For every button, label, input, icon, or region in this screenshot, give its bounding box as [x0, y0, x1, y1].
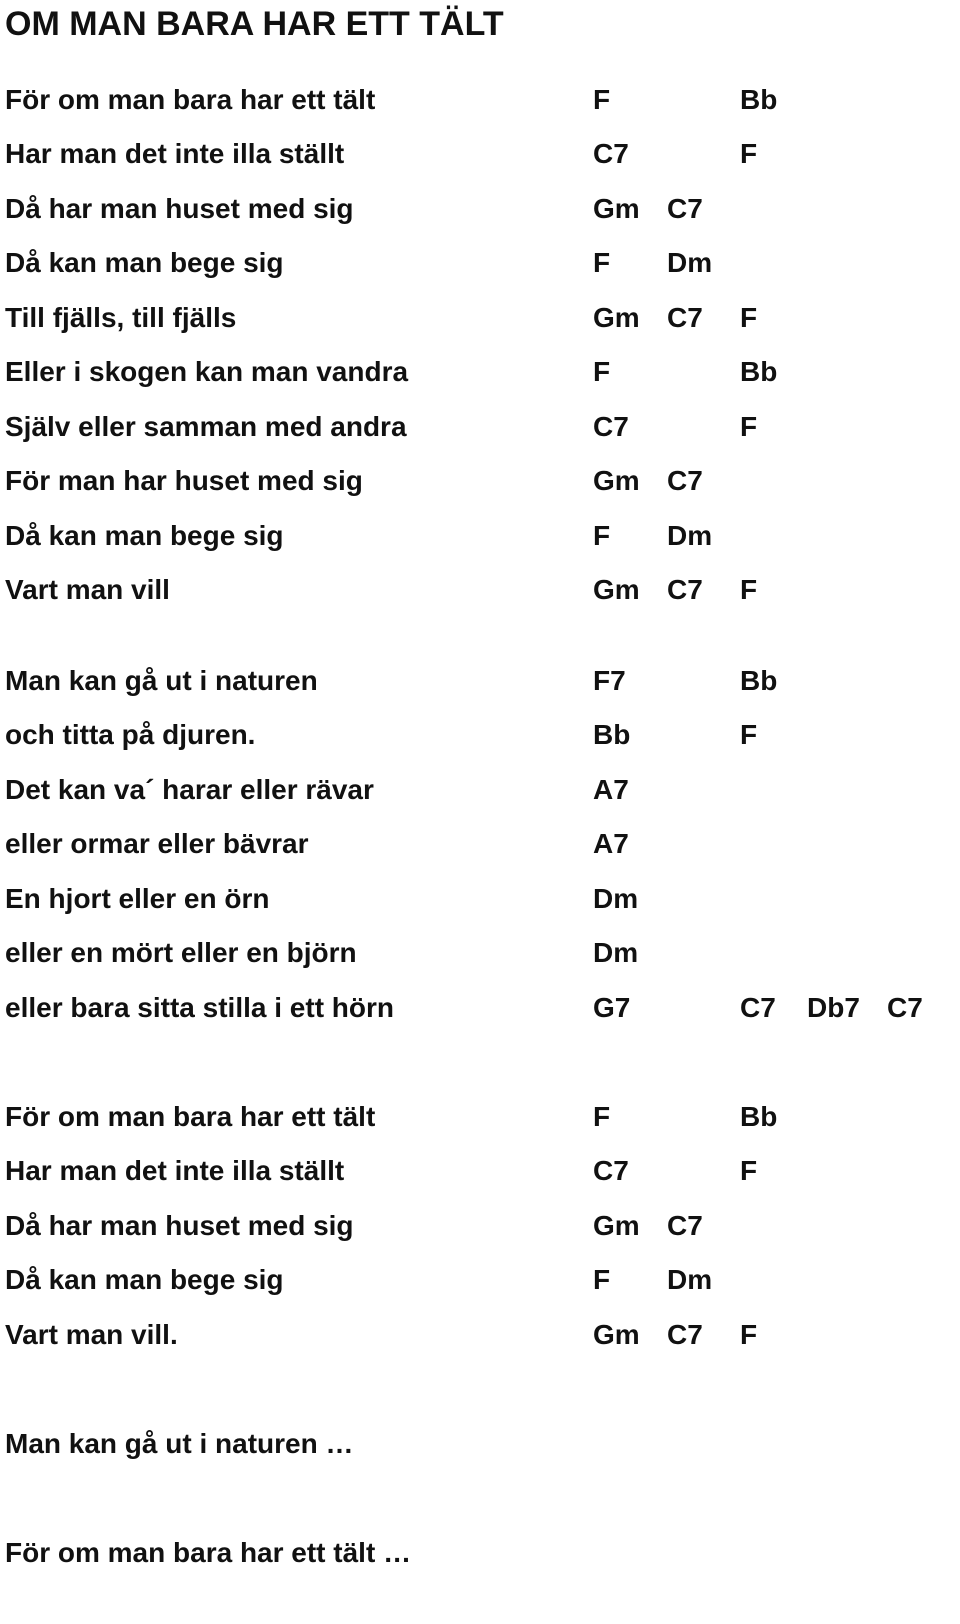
- lyric-text: Själv eller samman med andra: [5, 411, 407, 442]
- song-line: [0, 933, 960, 973]
- song-line: [0, 824, 960, 864]
- chord-label: C7: [887, 992, 923, 1023]
- lyric-text: Eller i skogen kan man vandra: [5, 356, 409, 387]
- chord-label: F: [740, 411, 758, 442]
- chord-label: C7: [667, 465, 703, 496]
- lyric-text: Man kan gå ut i naturen: [5, 665, 318, 696]
- lyric-text: Då har man huset med sig: [5, 193, 354, 224]
- lyric-text: För om man bara har ett tält: [5, 84, 376, 115]
- lyric-text: Vart man vill: [5, 574, 170, 605]
- chord-label: F: [740, 1155, 758, 1186]
- chord-label: C7: [593, 411, 629, 442]
- lyric-text: Vart man vill.: [5, 1319, 178, 1350]
- chord-label: Gm: [593, 302, 640, 333]
- lyric-text: För man har huset med sig: [5, 465, 363, 496]
- song-line: [0, 1206, 960, 1246]
- lyric-text: För om man bara har ett tält …: [5, 1537, 412, 1568]
- song-line: [0, 715, 960, 755]
- chord-label: Bb: [740, 356, 778, 387]
- lyric-text: Man kan gå ut i naturen …: [5, 1428, 354, 1459]
- chord-label: F: [740, 574, 758, 605]
- chord-label: F: [740, 1319, 758, 1350]
- chord-label: Dm: [593, 883, 639, 914]
- song-line: [0, 988, 960, 1028]
- chord-label: Dm: [667, 520, 713, 551]
- song-line: [0, 80, 960, 120]
- song-line: [0, 298, 960, 338]
- chord-label: F: [593, 247, 611, 278]
- lyric-text: Det kan va´ harar eller rävar: [5, 774, 374, 805]
- chord-label: F: [740, 302, 758, 333]
- chord-label: C7: [667, 1210, 703, 1241]
- chord-label: G7: [593, 992, 631, 1023]
- chord-label: C7: [593, 1155, 629, 1186]
- chord-label: Bb: [593, 719, 631, 750]
- song-title: OM MAN BARA HAR ETT TÄLT: [5, 5, 504, 43]
- song-line: [0, 570, 960, 610]
- chord-label: C7: [667, 302, 703, 333]
- chord-label: F: [593, 1264, 611, 1295]
- lyric-text: Då kan man bege sig: [5, 247, 284, 278]
- song-line: [0, 1151, 960, 1191]
- lyric-text: För om man bara har ett tält: [5, 1101, 376, 1132]
- song-line: [0, 661, 960, 701]
- lyric-text: Har man det inte illa ställt: [5, 1155, 345, 1186]
- chord-label: Dm: [667, 247, 713, 278]
- lyric-text: och titta på djuren.: [5, 719, 256, 750]
- song-line: [0, 1315, 960, 1355]
- chord-label: F7: [593, 665, 626, 696]
- chord-label: Gm: [593, 1319, 640, 1350]
- lyric-text: En hjort eller en örn: [5, 883, 270, 914]
- song-line: [0, 1097, 960, 1137]
- song-line: [0, 189, 960, 229]
- song-line: [0, 461, 960, 501]
- lyric-text: eller bara sitta stilla i ett hörn: [5, 992, 395, 1023]
- lyric-text: Till fjälls, till fjälls: [5, 302, 237, 333]
- chord-label: F: [593, 520, 611, 551]
- song-line: [0, 879, 960, 919]
- chord-label: Gm: [593, 574, 640, 605]
- chord-label: Gm: [593, 1210, 640, 1241]
- chord-label: F: [593, 1101, 611, 1132]
- song-line: [0, 243, 960, 283]
- lyric-text: Då kan man bege sig: [5, 1264, 284, 1295]
- chord-label: A7: [593, 774, 629, 805]
- song-line: [0, 407, 960, 447]
- lyric-text: eller en mört eller en björn: [5, 937, 357, 968]
- chord-label: C7: [667, 574, 703, 605]
- lyric-text: Har man det inte illa ställt: [5, 138, 345, 169]
- chord-label: Gm: [593, 193, 640, 224]
- chord-label: Bb: [740, 665, 778, 696]
- chord-label: C7: [667, 193, 703, 224]
- song-line: [0, 770, 960, 810]
- chord-label: C7: [667, 1319, 703, 1350]
- song-line: [0, 1424, 960, 1464]
- chord-label: F: [593, 84, 611, 115]
- chord-label: A7: [593, 828, 629, 859]
- song-line: [0, 352, 960, 392]
- chord-label: Bb: [740, 84, 778, 115]
- chord-label: C7: [593, 138, 629, 169]
- chord-label: Bb: [740, 1101, 778, 1132]
- chord-label: C7: [740, 992, 776, 1023]
- chord-label: F: [740, 719, 758, 750]
- chord-label: F: [740, 138, 758, 169]
- chord-label: F: [593, 356, 611, 387]
- song-line: [0, 1260, 960, 1300]
- song-line: [0, 134, 960, 174]
- chord-label: Dm: [593, 937, 639, 968]
- chord-label: Db7: [807, 992, 860, 1023]
- lyric-text: Då kan man bege sig: [5, 520, 284, 551]
- chord-label: Dm: [667, 1264, 713, 1295]
- lyric-text: Då har man huset med sig: [5, 1210, 354, 1241]
- song-line: [0, 516, 960, 556]
- chord-label: Gm: [593, 465, 640, 496]
- song-line: [0, 1533, 960, 1573]
- lyric-text: eller ormar eller bävrar: [5, 828, 309, 859]
